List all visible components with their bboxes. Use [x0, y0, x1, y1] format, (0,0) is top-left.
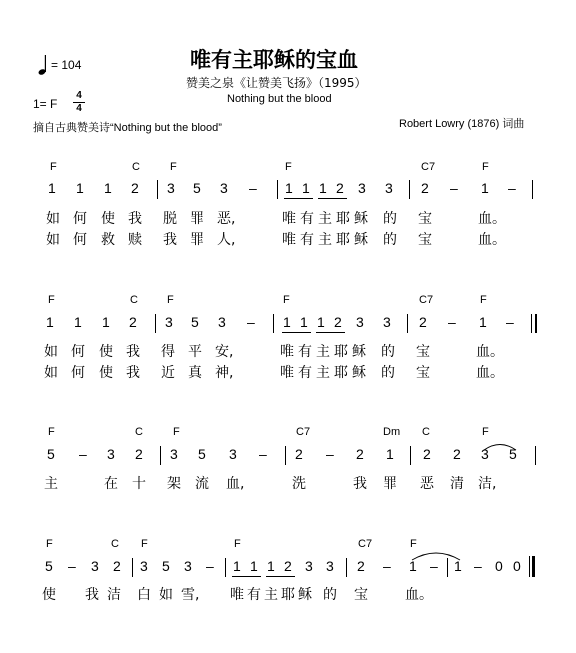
chord-symbol: F: [410, 538, 417, 550]
chord-symbol: C7: [419, 294, 434, 306]
lyric-char: 我: [163, 232, 177, 248]
lyric-char: 宝: [354, 587, 368, 603]
lyric-char: 有: [247, 587, 261, 603]
lyric-char: 何: [73, 232, 87, 248]
lyric-char: 耶: [336, 232, 350, 248]
lyric-char: 恶: [420, 476, 434, 492]
chord-symbol: C7: [296, 426, 311, 438]
chord-symbol: C: [135, 426, 143, 438]
note: 1: [48, 180, 56, 196]
chord-symbol: C: [132, 161, 140, 173]
note: –: [326, 446, 334, 462]
source-note: 摘自古典赞美诗“Nothing but the blood”: [33, 122, 222, 134]
chord-symbol: F: [48, 426, 55, 438]
barline: [160, 446, 161, 465]
note: –: [259, 446, 267, 462]
chord-symbol: C7: [421, 161, 436, 173]
note: –: [474, 558, 482, 574]
note: 3: [229, 446, 237, 462]
note: 1: [319, 180, 327, 196]
lyric-char: 主: [318, 211, 332, 227]
lyric-char: 我: [128, 211, 142, 227]
note: 3: [305, 558, 313, 574]
double-barline: [531, 314, 532, 333]
note: 2: [129, 314, 137, 330]
barline: [225, 558, 226, 577]
lyric-char: 使: [99, 344, 113, 360]
lyric-char: 何: [71, 365, 85, 381]
lyric-char: 清: [450, 476, 464, 492]
eighth-beam: [266, 576, 295, 577]
song-title: 唯有主耶稣的宝血: [190, 48, 358, 72]
note: 1: [233, 558, 241, 574]
note: 1: [302, 180, 310, 196]
note: 3: [358, 180, 366, 196]
lyric-char: 稣: [354, 211, 368, 227]
lyric-char: 我: [353, 476, 367, 492]
note: 3: [184, 558, 192, 574]
note: 1: [454, 558, 462, 574]
lyric-char: 的: [323, 587, 337, 603]
time-signature: [73, 91, 85, 114]
note: 2: [419, 314, 427, 330]
note: 3: [220, 180, 228, 196]
note: 5: [191, 314, 199, 330]
lyric-char: 使: [99, 365, 113, 381]
lyric-char: 如: [44, 365, 58, 381]
lyric-char: 罪: [190, 211, 204, 227]
chord-symbol: F: [283, 294, 290, 306]
note: –: [68, 558, 76, 574]
quarter-note-icon: [38, 54, 48, 76]
lyric-char: 宝: [418, 232, 432, 248]
lyric-char: 近: [161, 365, 175, 381]
note: 2: [135, 446, 143, 462]
note: –: [79, 446, 87, 462]
english-title: Nothing but the blood: [227, 93, 332, 105]
lyric-char: 主: [264, 587, 278, 603]
note: –: [247, 314, 255, 330]
lyric-char: 流: [195, 476, 209, 492]
time-signature-top: 4: [76, 90, 82, 101]
lyric-char: 如: [159, 587, 173, 603]
lyric-char: 宝: [418, 211, 432, 227]
lyric-char: 血。: [476, 344, 504, 360]
lyric-char: 洁: [107, 587, 121, 603]
chord-symbol: C: [130, 294, 138, 306]
lyric-char: 雪,: [181, 587, 200, 603]
lyric-char: 罪: [190, 232, 204, 248]
note: 3: [165, 314, 173, 330]
note: 3: [326, 558, 334, 574]
note: 1: [300, 314, 308, 330]
note: 2: [284, 558, 292, 574]
note: 2: [334, 314, 342, 330]
barline: [285, 446, 286, 465]
note: –: [206, 558, 214, 574]
note: 1: [74, 314, 82, 330]
lyric-char: 稣: [354, 232, 368, 248]
note: 3: [218, 314, 226, 330]
note: 3: [356, 314, 364, 330]
note: 1: [250, 558, 258, 574]
chord-symbol: Dm: [383, 426, 401, 438]
lyric-char: 主: [316, 344, 330, 360]
barline: [157, 180, 158, 199]
lyric-char: 稣: [298, 587, 312, 603]
lyric-char: 耶: [334, 365, 348, 381]
time-signature-bottom: 4: [76, 103, 82, 114]
note: 1: [104, 180, 112, 196]
lyric-char: 真: [188, 365, 202, 381]
author-credit: Robert Lowry (1876) 词曲: [399, 118, 525, 130]
lyric-char: 如: [46, 211, 60, 227]
note: 3: [481, 446, 489, 462]
barline: [155, 314, 156, 333]
chord-symbol: F: [46, 538, 53, 550]
note: 3: [140, 558, 148, 574]
final-barline: [532, 556, 535, 577]
lyric-char: 有: [300, 211, 314, 227]
note: –: [506, 314, 514, 330]
chord-symbol: F: [141, 538, 148, 550]
lyric-char: 主: [316, 365, 330, 381]
lyric-char: 我: [126, 365, 140, 381]
lyric-char: 耶: [334, 344, 348, 360]
barline: [535, 446, 536, 465]
chord-symbol: F: [50, 161, 57, 173]
note: –: [508, 180, 516, 196]
lyric-char: 架: [167, 476, 181, 492]
lyric-char: 神,: [215, 365, 234, 381]
note: 5: [198, 446, 206, 462]
lyric-char: 耶: [281, 587, 295, 603]
note: 1: [479, 314, 487, 330]
chord-symbol: C: [422, 426, 430, 438]
lyric-char: 脱: [163, 211, 177, 227]
lyric-char: 唯: [230, 587, 244, 603]
final-barline: [529, 556, 530, 577]
chord-symbol: F: [48, 294, 55, 306]
note: 2: [357, 558, 365, 574]
lyric-char: 十: [132, 476, 146, 492]
lyric-char: 得: [161, 344, 175, 360]
eighth-beam: [316, 332, 345, 333]
note: 2: [453, 446, 461, 462]
note: 1: [317, 314, 325, 330]
chord-symbol: F: [170, 161, 177, 173]
note: –: [383, 558, 391, 574]
lyric-char: 洁,: [478, 476, 497, 492]
note: 1: [76, 180, 84, 196]
note: 3: [167, 180, 175, 196]
lyric-char: 稣: [352, 365, 366, 381]
lyric-char: 使: [42, 587, 56, 603]
double-barline: [535, 314, 537, 333]
chord-symbol: F: [285, 161, 292, 173]
lyric-char: 主: [318, 232, 332, 248]
barline: [273, 314, 274, 333]
note: 1: [267, 558, 275, 574]
barline: [277, 180, 278, 199]
lyric-char: 救: [101, 232, 115, 248]
lyric-char: 罪: [383, 476, 397, 492]
note: –: [249, 180, 257, 196]
barline: [132, 558, 133, 577]
note: 3: [107, 446, 115, 462]
lyric-char: 唯: [280, 365, 294, 381]
chord-symbol: F: [482, 426, 489, 438]
note: 2: [113, 558, 121, 574]
lyric-char: 宝: [416, 344, 430, 360]
note: 2: [423, 446, 431, 462]
barline: [410, 446, 411, 465]
note: –: [450, 180, 458, 196]
tie-arc: [482, 438, 518, 448]
lyric-char: 的: [383, 211, 397, 227]
barline: [532, 180, 533, 199]
lyric-char: 主: [44, 476, 58, 492]
tempo-marking: = 104: [51, 58, 82, 72]
chord-symbol: C7: [358, 538, 373, 550]
lyric-char: 在: [104, 476, 118, 492]
note: 5: [162, 558, 170, 574]
note: 3: [170, 446, 178, 462]
lyric-char: 有: [300, 232, 314, 248]
note: 5: [45, 558, 53, 574]
lyric-char: 恶,: [217, 211, 236, 227]
lyric-char: 唯: [282, 232, 296, 248]
lyric-char: 的: [383, 232, 397, 248]
lyric-char: 宝: [416, 365, 430, 381]
chord-symbol: F: [173, 426, 180, 438]
eighth-beam: [232, 576, 261, 577]
lyric-char: 如: [46, 232, 60, 248]
note: 5: [47, 446, 55, 462]
lyric-char: 人,: [217, 232, 236, 248]
lyric-char: 何: [71, 344, 85, 360]
note: 3: [383, 314, 391, 330]
lyric-char: 我: [85, 587, 99, 603]
lyric-char: 安,: [215, 344, 234, 360]
note: 1: [409, 558, 417, 574]
collection-subtitle: 赞美之泉《让赞美飞扬》（1995）: [186, 76, 367, 90]
lyric-char: 平: [188, 344, 202, 360]
lyric-char: 唯: [282, 211, 296, 227]
lyric-char: 的: [381, 365, 395, 381]
note: –: [448, 314, 456, 330]
lyric-char: 使: [101, 211, 115, 227]
note: 2: [295, 446, 303, 462]
note: 3: [91, 558, 99, 574]
lyric-char: 我: [126, 344, 140, 360]
lyric-char: 血。: [478, 211, 506, 227]
eighth-beam: [318, 198, 347, 199]
note: 2: [336, 180, 344, 196]
lyric-char: 赎: [128, 232, 142, 248]
note: 1: [283, 314, 291, 330]
note: 1: [46, 314, 54, 330]
lyric-char: 的: [381, 344, 395, 360]
lyric-char: 白: [137, 587, 151, 603]
lyric-char: 唯: [280, 344, 294, 360]
note: 5: [509, 446, 517, 462]
barline: [407, 314, 408, 333]
chord-symbol: F: [167, 294, 174, 306]
lyric-char: 有: [298, 344, 312, 360]
note: 5: [193, 180, 201, 196]
barline: [346, 558, 347, 577]
note: 2: [421, 180, 429, 196]
chord-symbol: C: [111, 538, 119, 550]
note: 1: [102, 314, 110, 330]
eighth-beam: [282, 332, 311, 333]
lyric-char: 洗: [292, 476, 306, 492]
tie-arc: [410, 548, 462, 560]
note: 2: [131, 180, 139, 196]
note: 0: [513, 558, 521, 574]
lyric-char: 有: [298, 365, 312, 381]
chord-symbol: F: [480, 294, 487, 306]
note: 1: [386, 446, 394, 462]
note: 1: [285, 180, 293, 196]
key-signature: 1= F: [33, 97, 58, 111]
note: 0: [495, 558, 503, 574]
barline: [409, 180, 410, 199]
chord-symbol: F: [234, 538, 241, 550]
note: 1: [481, 180, 489, 196]
eighth-beam: [284, 198, 313, 199]
note: 2: [356, 446, 364, 462]
lyric-char: 血。: [476, 365, 504, 381]
chord-symbol: F: [482, 161, 489, 173]
lyric-char: 如: [44, 344, 58, 360]
lyric-char: 血,: [226, 476, 245, 492]
note: –: [430, 558, 438, 574]
lyric-char: 血。: [478, 232, 506, 248]
lyric-char: 耶: [336, 211, 350, 227]
lyric-char: 血。: [405, 587, 433, 603]
note: 3: [385, 180, 393, 196]
lyric-char: 何: [73, 211, 87, 227]
lyric-char: 稣: [352, 344, 366, 360]
